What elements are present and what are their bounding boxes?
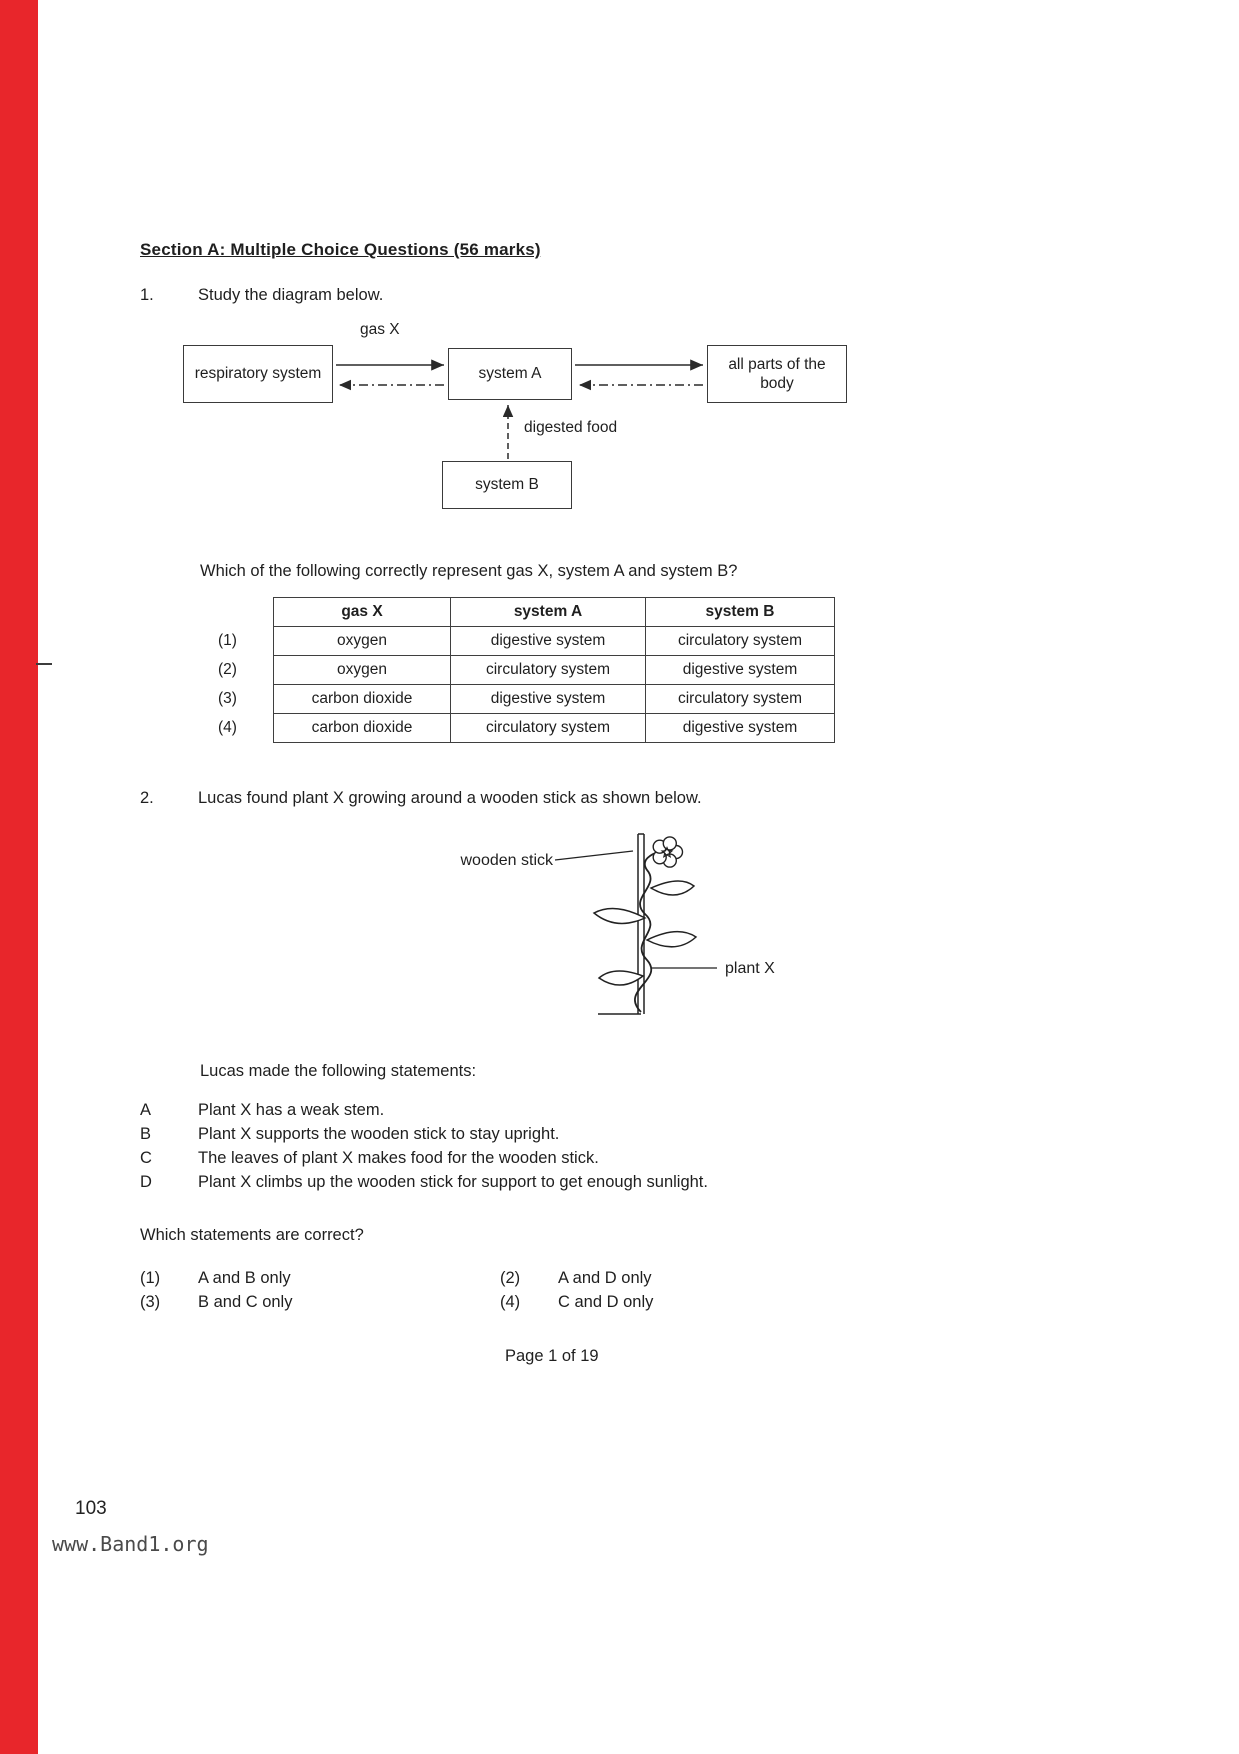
figure-label-wooden-stick: wooden stick (460, 852, 553, 869)
question-2-number: 2. (140, 789, 154, 807)
table-row (218, 627, 835, 656)
diagram-box-system-a: system A (448, 348, 572, 400)
question-2-options (140, 1269, 970, 1312)
scan-artifact-dash (36, 663, 52, 665)
option-number: (2) (218, 661, 237, 678)
question-1-text: Which of the following correctly represent gas X, system A and system B? (200, 562, 738, 580)
question-1-answer-table (218, 597, 835, 743)
plant-drawing (395, 818, 855, 1030)
option-text: C and D only (558, 1293, 654, 1311)
diagram-box-respiratory-system: respiratory system (183, 345, 333, 403)
table-header-row (218, 598, 835, 627)
option-number: (4) (218, 719, 237, 736)
cell-system-b: digestive system (646, 656, 835, 685)
left-margin-stripe (0, 0, 38, 1754)
option-number: (3) (140, 1293, 161, 1311)
cell-system-a: circulatory system (451, 656, 646, 685)
cell-system-a: digestive system (451, 627, 646, 656)
table-row (218, 656, 835, 685)
scan-page-number: 103 (75, 1498, 107, 1519)
table-header-system-b: system B (646, 598, 835, 627)
option-number: (1) (218, 632, 237, 649)
statement-text: Plant X supports the wooden stick to stay upright. (198, 1125, 560, 1143)
page-footer: Page 1 of 19 (505, 1347, 599, 1365)
option-number: (1) (140, 1269, 161, 1287)
figure-label-plant-x: plant X (725, 960, 775, 977)
table-header-spacer (218, 598, 274, 627)
option-text: A and B only (198, 1269, 291, 1287)
table-header-system-a: system A (451, 598, 646, 627)
table-row (218, 685, 835, 714)
cell-system-b: circulatory system (646, 627, 835, 656)
cell-gas-x: oxygen (274, 656, 451, 685)
statement-letter: B (140, 1125, 152, 1143)
question-2-figure (395, 818, 855, 1030)
cell-gas-x: carbon dioxide (274, 685, 451, 714)
statement-text: Plant X climbs up the wooden stick for support to get enough sunlight. (198, 1173, 708, 1191)
diagram-label-gas-x: gas X (360, 321, 400, 338)
cell-system-b: circulatory system (646, 685, 835, 714)
diagram-box-system-b: system B (442, 461, 572, 509)
cell-gas-x: oxygen (274, 627, 451, 656)
question-2-prompt: Lucas found plant X growing around a wooden stick as shown below. (198, 789, 702, 807)
option-text: B and C only (198, 1293, 293, 1311)
statement-letter: D (140, 1173, 152, 1191)
table-header-gas-x: gas X (274, 598, 451, 627)
statement-text: The leaves of plant X makes food for the wooden stick. (198, 1149, 599, 1167)
exam-page-content (140, 240, 970, 1312)
diagram-box-all-parts-of-body: all parts of the body (707, 345, 847, 403)
option-number: (4) (500, 1293, 521, 1311)
site-watermark: www.Band1.org (52, 1532, 209, 1556)
question-1-diagram (140, 323, 860, 528)
diagram-label-digested-food: digested food (524, 419, 618, 436)
statement-letter: C (140, 1149, 152, 1167)
statement-text: Plant X has a weak stem. (198, 1101, 385, 1119)
question-1-number: 1. (140, 286, 154, 304)
cell-system-b: digestive system (646, 714, 835, 743)
section-title: Section A: Multiple Choice Questions (56 marks) (140, 240, 541, 259)
question-2-header (140, 789, 970, 808)
statement-letter: A (140, 1101, 152, 1119)
option-number: (3) (218, 690, 237, 707)
question-2-statements (140, 1101, 970, 1192)
question-2-text: Which statements are correct? (140, 1226, 364, 1244)
option-text: A and D only (558, 1269, 652, 1287)
question-1-prompt: Study the diagram below. (198, 286, 384, 304)
question-1-header (140, 286, 970, 305)
cell-system-a: digestive system (451, 685, 646, 714)
cell-gas-x: carbon dioxide (274, 714, 451, 743)
cell-system-a: circulatory system (451, 714, 646, 743)
table-row (218, 714, 835, 743)
question-2-statements-intro: Lucas made the following statements: (200, 1062, 477, 1080)
option-number: (2) (500, 1269, 521, 1287)
